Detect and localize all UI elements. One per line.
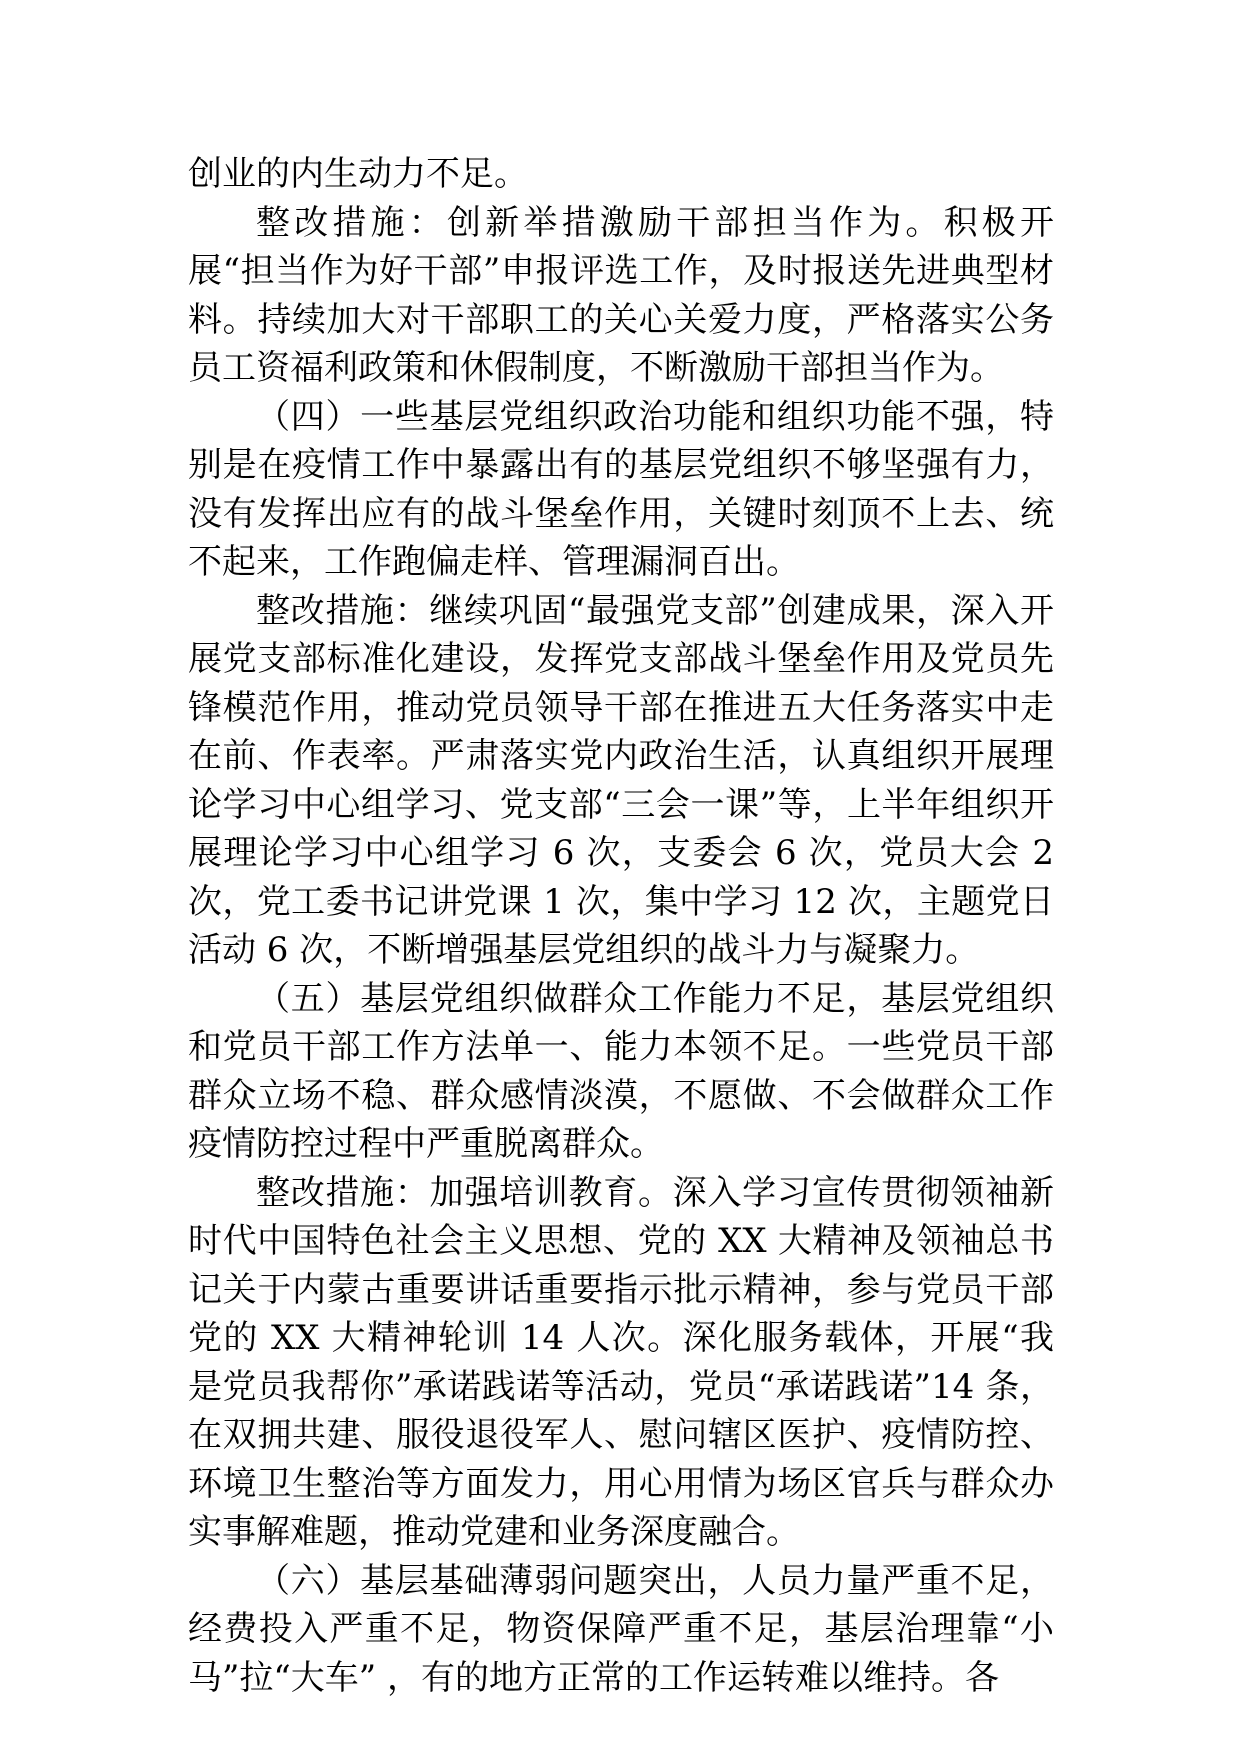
paragraph-issue-5: （五）基层党组织做群众工作能力不足，基层党组织和党员干部工作方法单一、能力本领不足。一些党员干部群众立场不稳、群众感情淡漠，不愿做、不会做群众工作疫情防控过程中严重脱离群众。 (188, 978, 1054, 1164)
paragraph-rectification-measure-1: 整改措施：创新举措激励干部担当作为。积极开展“担当作为好干部”申报评选工作，及时报送先进典型材料。持续加大对干部职工的关心关爱力度，严格落实公务员工资福利政策和休假制度，不断激励干部担当作为。 (188, 202, 1054, 388)
paragraph-issue-6: （六）基层基础薄弱问题突出，人员力量严重不足，经费投入严重不足，物资保障严重不足，基层治理靠“小马”拉“大车” ，有的地方正常的工作运转难以维持。各 (188, 1560, 1054, 1698)
document-page (188, 150, 1054, 1702)
paragraph-rectification-measure-2: 整改措施：继续巩固“最强党支部”创建成果，深入开展党支部标准化建设，发挥党支部战斗堡垒作用及党员先锋模范作用，推动党员领导干部在推进五大任务落实中走在前、作表率。严肃落实党内政治生活，认真组织开展理论学习中心组学习、党支部“三会一课”等，上半年组织开展理论学习中心组学习 6 次，支委会 6 次，党员大会 2 次，党工委书记讲党课 1 次，集中学习 12 次，主题党日活动 6 次，不断增强基层党组织的战斗力与凝聚力。 (188, 590, 1054, 970)
paragraph-rectification-measure-3: 整改措施：加强培训教育。深入学习宣传贯彻领袖新时代中国特色社会主义思想、党的 XX 大精神及领袖总书记关于内蒙古重要讲话重要指示批示精神，参与党员干部党的 XX 大精神轮训 14 人次。深化服务载体，开展“我是党员我帮你”承诺践诺等活动，党员“承诺践诺”14 条，在双拥共建、服役退役军人、慰问辖区医护、疫情防控、环境卫生整治等方面发力，用心用情为场区官兵与群众办实事解难题，推动党建和业务深度融合。 (188, 1172, 1054, 1552)
paragraph-issue-4: （四）一些基层党组织政治功能和组织功能不强，特别是在疫情工作中暴露出有的基层党组织不够坚强有力，没有发挥出应有的战斗堡垒作用，关键时刻顶不上去、统不起来，工作跑偏走样、管理漏洞百出。 (188, 396, 1054, 582)
paragraph-continuation: 创业的内生动力不足。 (188, 154, 528, 194)
